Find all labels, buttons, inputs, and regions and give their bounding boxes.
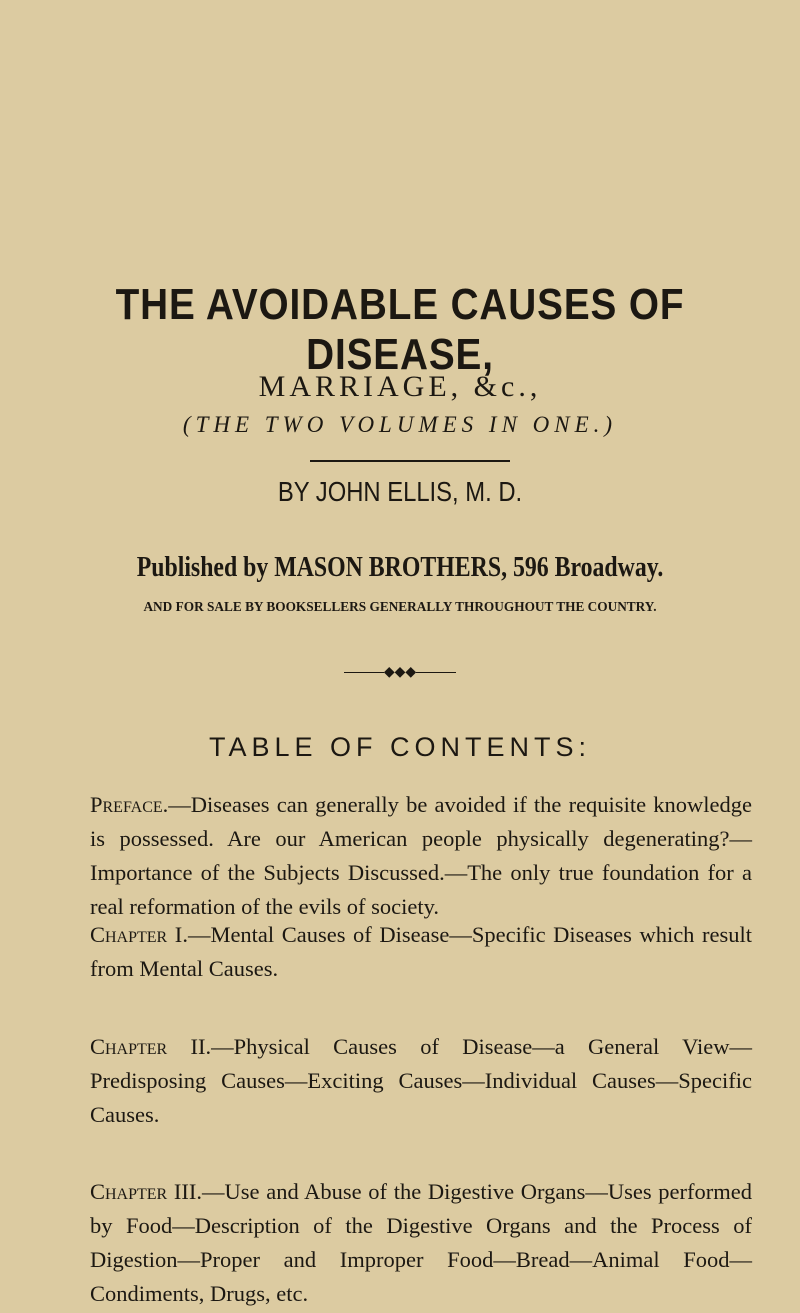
book-title: THE AVOIDABLE CAUSES OF DISEASE, (115, 280, 685, 379)
entry-text: —Use and Abuse of the Digestive Organs—Uses performed by Food—Description of the Digestive Organs and the Process of Digestion—Proper and Improper Food—Bread—Animal Food—Condiments, Drugs, etc. (90, 1179, 753, 1306)
entry-label: Chapter I (90, 922, 183, 947)
publisher-line: Published by MASON BROTHERS, 596 Broadway. (136, 552, 664, 583)
ornament-divider (0, 664, 800, 681)
toc-entry-chapter-1 (90, 918, 752, 986)
divider (310, 460, 510, 462)
entry-label: Chapter III. (90, 1179, 203, 1204)
entry-label: Chapter II. (90, 1034, 212, 1059)
toc-entry-preface (90, 788, 752, 924)
toc-heading: TABLE OF CONTENTS: (208, 732, 592, 762)
ornament-icon: ◆◆◆ (383, 665, 417, 680)
entry-text: —Diseases can generally be avoided if the requisite knowledge is possessed. Are our American people physically degenerating?—Importance of the Subjects Discussed.—The only true foundation for a real reformation of the evils of society. (90, 792, 752, 919)
toc-entry-chapter-3 (90, 1175, 752, 1311)
entry-text: —Physical Causes of Disease—a General View—Predisposing Causes—Exciting Causes—Individual Causes—Specific Causes. (90, 1034, 752, 1127)
toc-entry-chapter-2 (90, 1030, 752, 1132)
entry-label: Preface. (90, 792, 169, 817)
volumes-note: (THE TWO VOLUMES IN ONE.) (182, 412, 618, 437)
book-subtitle: MARRIAGE, &c., (258, 370, 542, 403)
sale-line: AND FOR SALE BY BOOKSELLERS GENERALLY THROUGHOUT THE COUNTRY. (143, 600, 657, 615)
entry-text: .—Mental Causes of Disease—Specific Diseases which result from Mental Causes. (90, 922, 752, 981)
author: BY JOHN ELLIS, M. D. (277, 476, 523, 507)
